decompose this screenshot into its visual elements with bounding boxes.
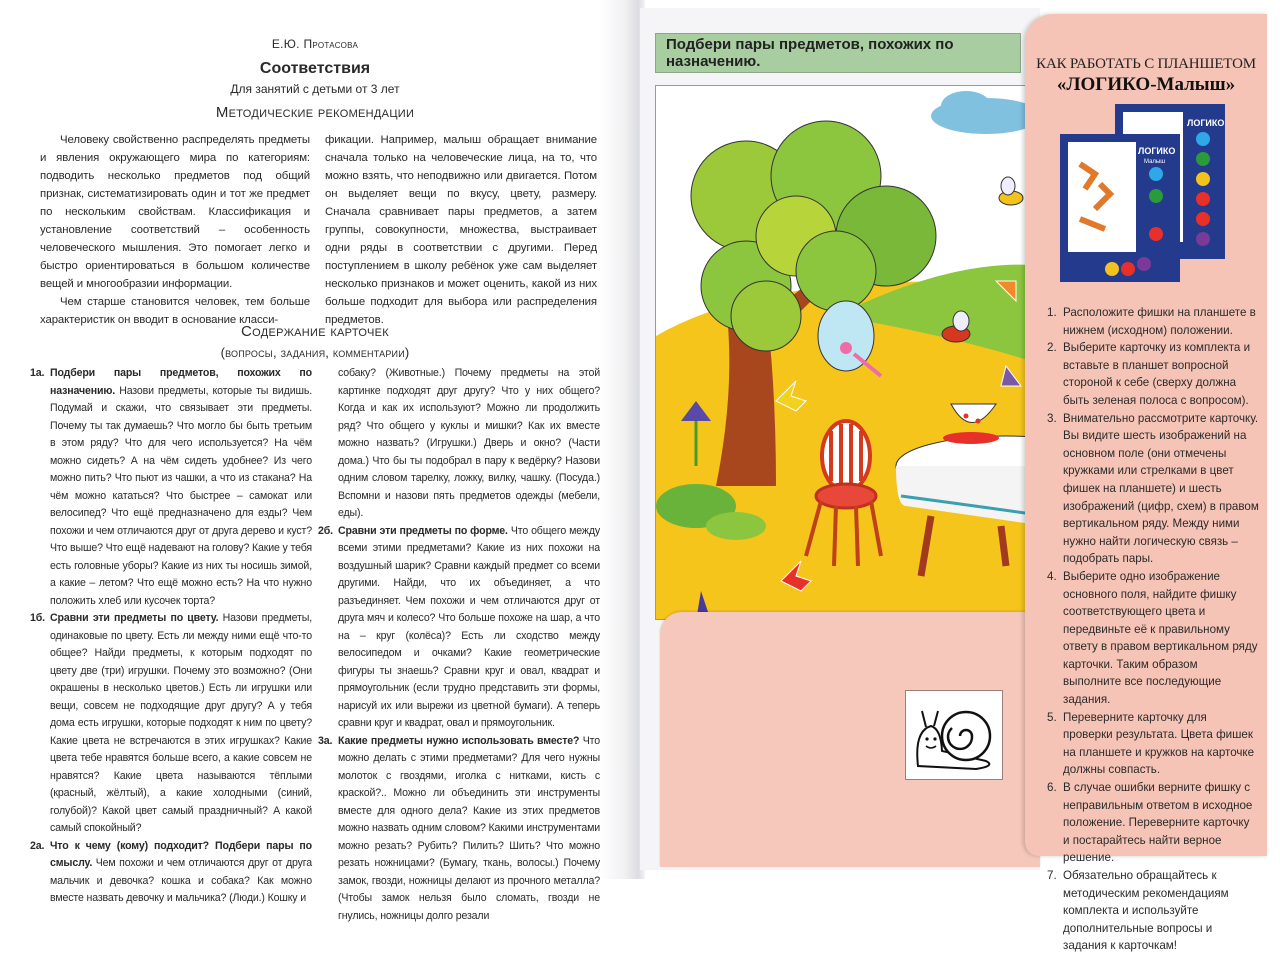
item-number: 2б. [318,524,333,537]
step-number: 6. [1047,781,1057,795]
item-number: 1б. [30,612,45,624]
instruction-step [1047,410,1259,568]
tablet-logo-sub: Малыш [1144,159,1166,165]
item-title: Подбери пары предметов, похожих по назначению. [50,367,312,397]
step-number: 7. [1047,869,1057,882]
step-number: 1. [1047,306,1057,319]
step-text: В случае ошибки верните фишку с неправильным ответом в исходное положение. Переверните карточку и постарайтесь найти верное решение. [1063,781,1253,865]
item-number: 3а. [318,734,333,747]
section-heading-cards: Содержание карточек [241,323,389,340]
card-item [318,733,600,926]
step-text: Внимательно рассмотрите карточку. Вы видите шесть изображений на основном поле (они отмечены кружками или стрелками в цвет фишек на планшете) и шесть изображений (цифр, схем) в правом вертикальном ряду. Между ними нужно найти логическую связь – подобрать пары. [1063,411,1259,566]
item-title: Что к чему (кому) подходит? Подбери пары по смыслу. [50,839,312,869]
intro-column-1 [40,131,310,329]
page-subtitle: Для занятий с детьми от 3 лет [230,82,400,96]
instruction-step [1047,709,1259,779]
item-text: Назови предметы, одинаковые по цвету. Есть ли между ними ещё что-то общее? Найди предметы, к которым подходят по цвету две (три) игрушки. Почему это возможно? (Они окрашены в несколько цветов.) Есть ли игрушки или вещи, совсем не подходящие друг другу? А у тебя дома есть игрушки, которые подходят к ним по цвету? Какие цвета не встречаются в этих игрушках? Какие цвета тебе нравятся больше всего, а какие совсем не нравятся? Какие цвета называются тёплыми (красный, жёлтый), а какие холодными (синий, голубой)? Какой цвет самый праздничный? А какой самый спокойный? [50,612,312,834]
step-text: Расположите фишки на планшете в нижнем (исходном) положении. [1063,306,1256,337]
instruction-step [1047,779,1259,867]
instruction-step [1047,867,1259,955]
intro-paragraph: фикации. Например, малыш обращает внимание сначала только на человеческие лица, на то, что можно взять, что неподвижно или двигается. Потом он выделяет вещи по вкусу, цвету, размеру. Сначала сравнивает пары предметов, а затем группы, совокупности, множества, выстраивает одни ряды в соответствии с другими. Перед поступлением в школу ребёнок уже сам выделяет несколько признаков и может оценить, какой из них больше подходит для выбора или распределения предметов. [325,134,597,326]
author: Е.Ю. Протасова [271,37,359,51]
book-gutter [600,0,645,879]
step-number: 4. [1047,569,1057,583]
items-column-1 [30,365,312,908]
item-title: Сравни эти предметы по форме. [338,524,508,537]
step-number: 3. [1047,411,1057,425]
items-column-2 [318,365,600,925]
item-title: Сравни эти предметы по цвету. [50,612,219,624]
tablet-image [1060,99,1230,289]
instruction-steps [1047,304,1259,955]
instruction-step [1047,304,1259,339]
card-item [30,610,312,838]
tablet-logo-front: ЛОГИКО [1138,146,1176,156]
item-title: Какие предметы нужно использовать вместе? [338,734,580,747]
step-number: 2. [1047,341,1057,355]
step-number: 5. [1047,710,1057,724]
item-text: Назови предметы, которые ты видишь. Подумай и скажи, что связывает эти предметы. Почему ты так думаешь? Что могло бы быть третьим в этом ряду? Что для чего используется? На чём можно сидеть? А на чём сидеть удобнее? Из чего можно пить? Что пьют из чашки, а что из стакана? На чём можно кататься? Что быстрее – самокат или велосипед? Что ещё предназначено для езды? Чем похожи и чем отличаются друг от друга дерево и куст? Что выше? Что ещё надевают на голову? Какие у тебя есть головные уборы? Какие из них ты носишь зимой, а какие – летом? Что ещё можно есть? На что нужно положить хлеб или кусочек торта? [50,384,312,607]
snail-icon [905,690,1003,780]
instruction-step [1047,339,1259,409]
intro-paragraph: Чем старше становится человек, тем больше характеристик он вводит в основание класси- [40,296,310,326]
section-heading-methodology: Методические рекомендации [215,104,415,121]
card-illustration [655,85,1045,620]
step-text: Переверните карточку для проверки результата. Цвета фишек на планшете и кружков на карточке должны совпасть. [1063,710,1255,777]
question-text: Подбери пары предметов, похожих по назначению. [666,36,954,70]
section-subheading-cards: (вопросы, задания, комментарии) [220,345,410,360]
left-page [0,0,625,922]
instruction-heading: КАК РАБОТАТЬ С ПЛАНШЕТОМ [1036,56,1256,72]
item-number: 1а. [30,367,45,379]
item-continuation: собаку? (Животные.) Почему предметы на этой картинке подходят друг другу? Что у них общего? Когда и как их используют? Можно ли продолжить ряд? Что общего у куклы и мишки? Как их вместе можно назвать? (Игрушки.) Дверь и окно? (Части дома.) Что бы ты подобрал в пару к ведёрку? Назови одним словом тарелку, ложку, вилку, чашку. (Посуда.) Вспомни и назови пять предметов одежды (мебели, еды). [338,367,600,519]
intro-paragraph: Человеку свойственно распределять предметы и явления окружающего мира по категориям: подводить несколько предметов под общий признак, систематизировать один и тот же предмет по нескольким свойствам. Классификация и установление соответствий – особенность человеческого мышления. Это помогает легко и быстро ориентироваться в большом количестве вещей и многообразии информации. [40,134,310,290]
card-item [30,838,312,908]
item-text: Что можно делать с этими предметами? Для чего нужны молоток с гвоздями, иголка с нитками, кисть с краской?.. Можно ли объединить эти инструменты вместе для одного дела? Какие из этих предметов можно назвать одним словом? Какими инструментами можно резать? Рубить? Пилить? Шить? Что можно резать ножницами? (Бумагу, ткань, волосы.) Почему замок, гвозди, ножницы делают из прочного металла? (Чтобы замок нельзя было сломать, гвозди не гнулись, ножницы долго резали [338,734,600,922]
instruction-step [1047,568,1259,709]
tablet-logo-back: ЛОГИКО [1187,118,1225,128]
card-item [318,523,600,733]
step-text: Обязательно обращайтесь к методическим рекомендациям комплекта и используйте дополнительные вопросы и задания к карточкам! [1063,869,1229,953]
card-item [30,365,312,610]
intro-column-2 [325,131,597,329]
step-text: Выберите одно изображение основного поля, найдите фишку соответствующего цвета и передвиньте её к правильному ответу в правом вертикальном ряду карточки. Таким образом выполните все последующие задания. [1063,569,1258,707]
item-text: Чем похожи и чем отличаются друг от друга мальчик и девочка? кошка и собака? Как можно вместе назвать девочку и мальчика? (Люди.) Кошку и [50,857,312,904]
item-number: 2а. [30,839,45,852]
instruction-product-name: «ЛОГИКО-Малыш» [1056,74,1236,95]
item-text: Что общего между всеми этими предметами? Какие из них похожи на воздушный шарик? Сравни каждый предмет со всеми другими. Найди, что их объединяет, а что разъединяет. Чем похожи и чем отличаются друг от друга мяч и колесо? Что больше похоже на шар, а что на – круг (колёса)? Есть ли сходство между велосипедом и очками? Какие геометрические фигуры ты знаешь? Сравни круг и овал, квадрат и прямоугольник (если трудно представить эти формы, нарисуй их или вырежи из цветной бумаги). А теперь сравни круг и квадрат, овал и прямоугольник. [338,524,601,729]
question-banner [655,33,1021,73]
step-text: Выберите карточку из комплекта и вставьте в планшет вопросной стороной к себе (сверху должна быть зеленая полоса с вопросом). [1063,341,1251,407]
instruction-tab [1025,14,1267,953]
page-title: Соответствия [259,60,371,77]
